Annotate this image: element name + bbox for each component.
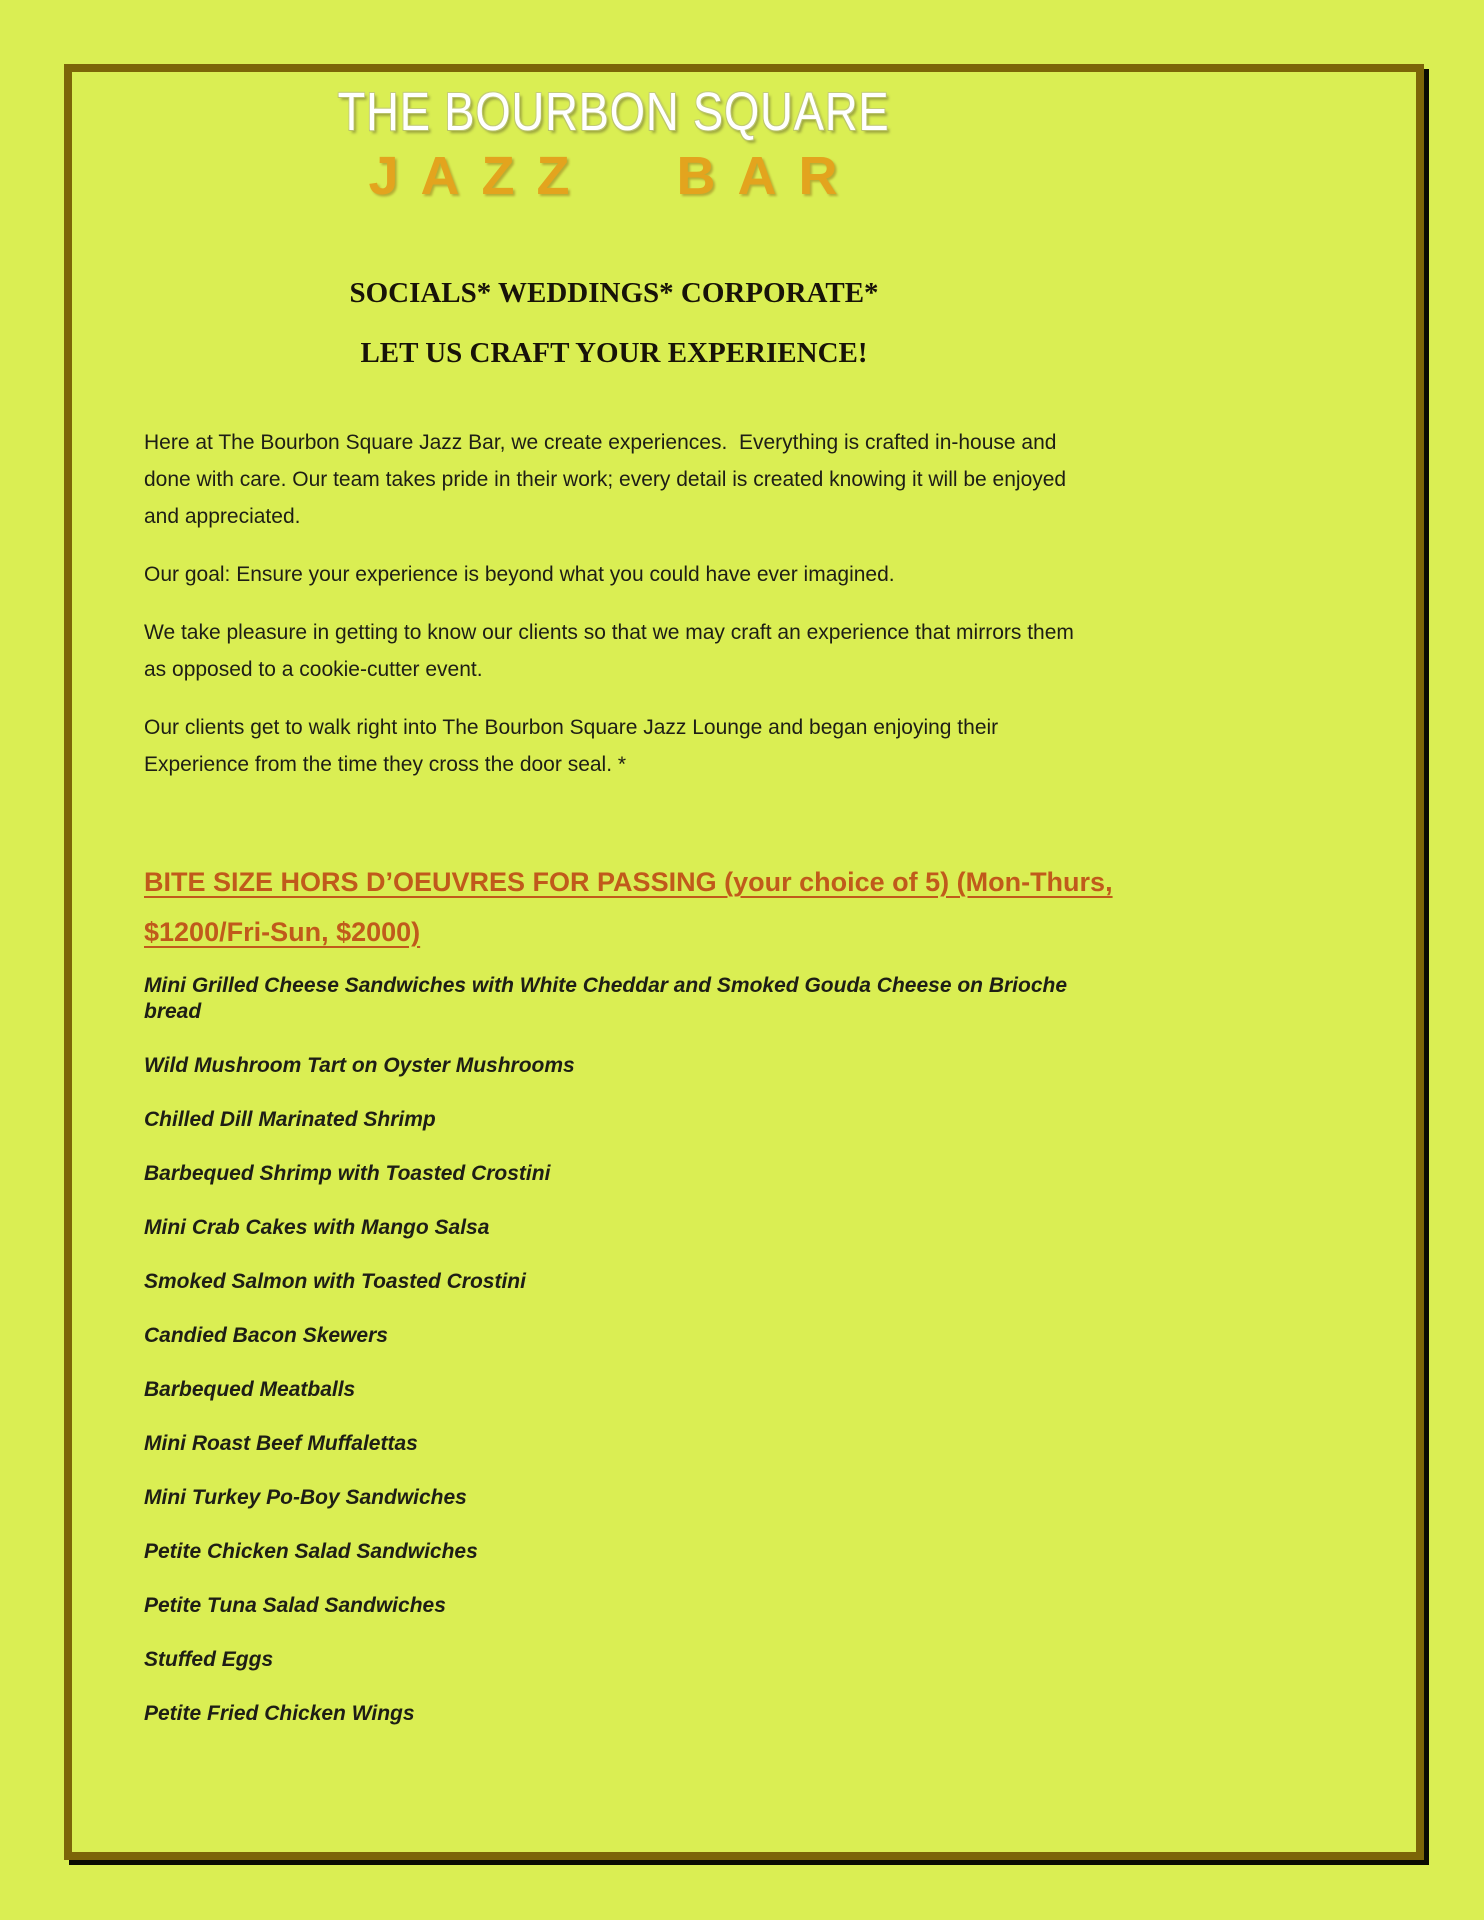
menu-item: Barbequed Shrimp with Toasted Crostini xyxy=(144,1162,551,1185)
menu-item: Candied Bacon Skewers xyxy=(144,1324,388,1347)
menu-item: Mini Grilled Cheese Sandwiches with White Cheddar and Smoked Gouda Cheese on Brioche bread xyxy=(144,974,1068,1023)
menu-item: Petite Tuna Salad Sandwiches xyxy=(144,1594,446,1617)
menu-item: Stuffed Eggs xyxy=(144,1648,274,1671)
intro-paragraph: Our goal: Ensure your experience is beyond what you could have ever imagined. xyxy=(144,563,895,586)
menu-item: Petite Chicken Salad Sandwiches xyxy=(144,1540,478,1563)
page-content xyxy=(72,82,1113,1727)
menu-item: Chilled Dill Marinated Shrimp xyxy=(144,1108,436,1131)
menu-item: Barbequed Meatballs xyxy=(144,1378,356,1401)
section-heading-line: BITE SIZE HORS D’OEUVRES FOR PASSING (your choice of 5) (Mon-Thurs, xyxy=(144,867,1113,897)
page-title xyxy=(144,84,1084,140)
brand-title-line1: THE BOURBON SQUARE xyxy=(338,82,890,142)
page-border xyxy=(64,64,1424,1860)
brand-title-line2: JAZZ BAR xyxy=(368,146,860,206)
tagline-event-types: SOCIALS* WEDDINGS* CORPORATE* xyxy=(349,277,879,309)
tagline-craft-experience: LET US CRAFT YOUR EXPERIENCE! xyxy=(360,337,868,369)
section-heading-hors-doeuvres xyxy=(144,857,1113,957)
menu-item: Mini Crab Cakes with Mango Salsa xyxy=(144,1216,490,1239)
intro-paragraph: Our clients get to walk right into The Bourbon Square Jazz Lounge and began enjoying their Experience from the time they cross the door seal. * xyxy=(144,716,1005,776)
menu-item-list xyxy=(144,973,1084,1727)
menu-item: Mini Roast Beef Muffalettas xyxy=(144,1432,418,1455)
section-heading-line: $1200/Fri-Sun, $2000) xyxy=(144,917,421,947)
menu-item: Smoked Salmon with Toasted Crostini xyxy=(144,1270,526,1293)
intro-section xyxy=(144,424,1084,783)
menu-item: Mini Turkey Po-Boy Sandwiches xyxy=(144,1486,467,1509)
intro-paragraph: We take pleasure in getting to know our clients so that we may craft an experience that mirrors them as opposed to a cookie-cutter event. xyxy=(144,621,1080,681)
menu-item: Petite Fried Chicken Wings xyxy=(144,1702,415,1725)
intro-paragraph: Here at The Bourbon Square Jazz Bar, we create experiences. Everything is crafted in-house and done with care. Our team takes pride in their work; every detail is created knowing it will be enjoyed and appreciated. xyxy=(144,431,1072,528)
menu-item: Wild Mushroom Tart on Oyster Mushrooms xyxy=(144,1054,575,1077)
